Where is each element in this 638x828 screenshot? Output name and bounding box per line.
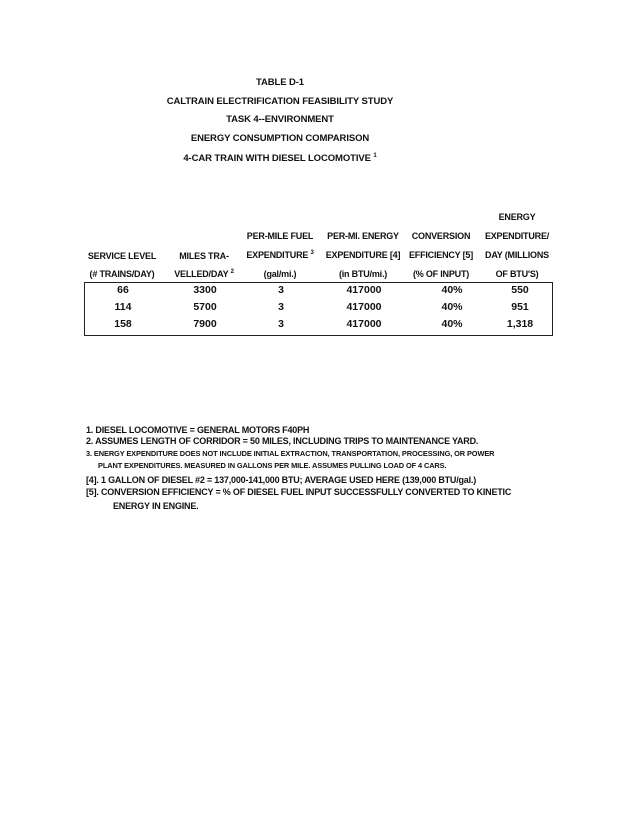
header-service-level-1: SERVICE LEVEL xyxy=(87,251,157,261)
header-daily-4: OF BTU'S) xyxy=(495,269,539,279)
train-config-title: 4-CAR TRAIN WITH DIESEL LOCOMOTIVE $^1$ xyxy=(183,153,377,165)
cell-conversion: 40% xyxy=(441,301,463,313)
cell-service: 158 xyxy=(114,318,132,330)
cell-service: 114 xyxy=(114,301,132,313)
table-number: TABLE D-1 xyxy=(255,77,304,88)
cell-fuel: 3 xyxy=(278,284,284,296)
header-energy-3: (in BTU/mi.) xyxy=(338,269,388,279)
comparison-title: ENERGY CONSUMPTION COMPARISON xyxy=(190,133,370,144)
cell-miles: 5700 xyxy=(193,301,217,313)
cell-daily: 951 xyxy=(511,301,529,313)
footnote-ref: 1 xyxy=(373,153,377,159)
footnote-5-cont: ENERGY IN ENGINE. xyxy=(113,501,199,511)
header-conversion-2: EFFICIENCY [5] xyxy=(408,250,474,260)
header-daily-1: ENERGY xyxy=(498,212,536,222)
task-title: TASK 4--ENVIRONMENT xyxy=(226,114,334,125)
header-fuel-3: (gal/mi.) xyxy=(263,269,297,279)
header-fuel-1: PER-MILE FUEL xyxy=(246,231,314,241)
footnote-2: 2. ASSUMES LENGTH OF CORRIDOR = 50 MILES, INCLUDING TRIPS TO MAINTENANCE YARD. xyxy=(86,436,479,446)
header-energy-2: EXPENDITURE [4] xyxy=(325,250,401,260)
header-daily-2: EXPENDITURE/ xyxy=(484,231,550,241)
energy-table xyxy=(84,282,553,336)
table-row xyxy=(85,301,552,318)
footnote-3-cont: PLANT EXPENDITURES. MEASURED IN GALLONS PER MILE. ASSUMES PULLING LOAD OF 4 CARS. xyxy=(98,461,447,470)
footnote-1: 1. DIESEL LOCOMOTIVE = GENERAL MOTORS F40PH xyxy=(86,425,310,435)
cell-miles: 7900 xyxy=(193,318,217,330)
header-daily-3: DAY (MILLIONS xyxy=(485,250,549,260)
footnote-3: 3. ENERGY EXPENDITURE DOES NOT INCLUDE INITIAL EXTRACTION, TRANSPORTATION, PROCESSING, OR POWER xyxy=(86,449,495,458)
cell-fuel: 3 xyxy=(278,318,284,330)
cell-daily: 550 xyxy=(511,284,529,296)
header-fuel-2: EXPENDITURE $^3$ xyxy=(246,250,314,260)
table-row xyxy=(85,318,552,335)
header-conversion-1: CONVERSION xyxy=(411,231,471,241)
footnote-4: [4]. 1 GALLON OF DIESEL #2 = 137,000-141,000 BTU; AVERAGE USED HERE (139,000 BTU/gal.) xyxy=(86,475,477,485)
cell-miles: 3300 xyxy=(193,284,217,296)
cell-service: 66 xyxy=(117,284,129,296)
cell-energy: 417000 xyxy=(346,318,382,330)
header-service-level-2: (# TRAINS/DAY) xyxy=(89,269,155,279)
table-row xyxy=(85,284,552,301)
header-miles-2: VELLED/DAY $^2$ xyxy=(174,269,234,279)
cell-conversion: 40% xyxy=(441,284,463,296)
cell-conversion: 40% xyxy=(441,318,463,330)
footnote-5: [5]. CONVERSION EFFICIENCY = % OF DIESEL FUEL INPUT SUCCESSFULLY CONVERTED TO KINETIC xyxy=(86,487,512,497)
header-miles-1: MILES TRA- xyxy=(179,251,229,261)
cell-energy: 417000 xyxy=(346,301,382,313)
study-title: CALTRAIN ELECTRIFICATION FEASIBILITY STUDY xyxy=(166,96,394,107)
cell-fuel: 3 xyxy=(278,301,284,313)
header-conversion-3: (% OF INPUT) xyxy=(412,269,470,279)
cell-daily: 1,318 xyxy=(506,318,534,330)
header-energy-1: PER-MI. ENERGY xyxy=(327,231,399,241)
cell-energy: 417000 xyxy=(346,284,382,296)
